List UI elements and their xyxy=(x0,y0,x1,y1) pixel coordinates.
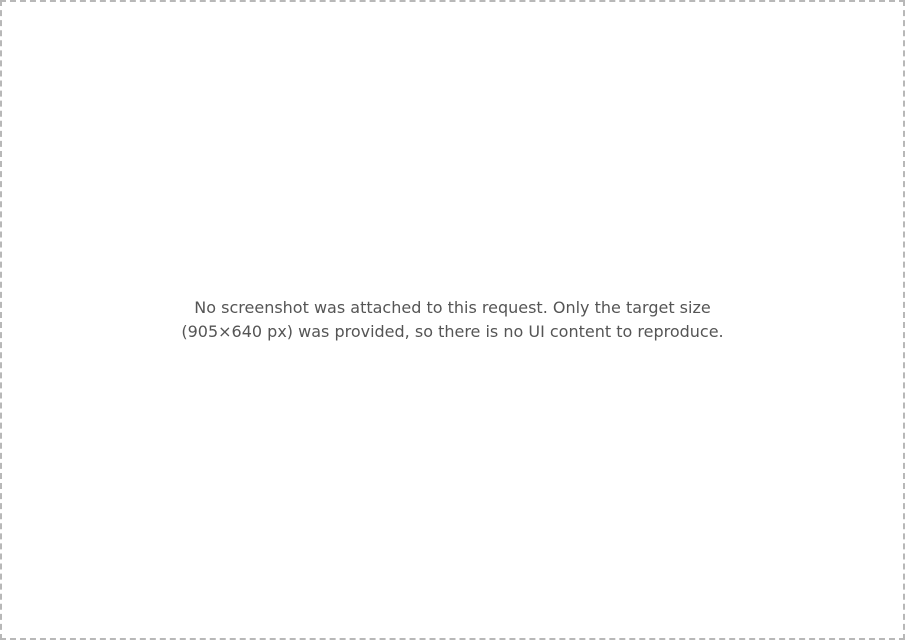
placeholder-message: No screenshot was attached to this request. Only the target size (905×640 px) was provided, so there is no UI content to reproduce. xyxy=(181,298,724,341)
